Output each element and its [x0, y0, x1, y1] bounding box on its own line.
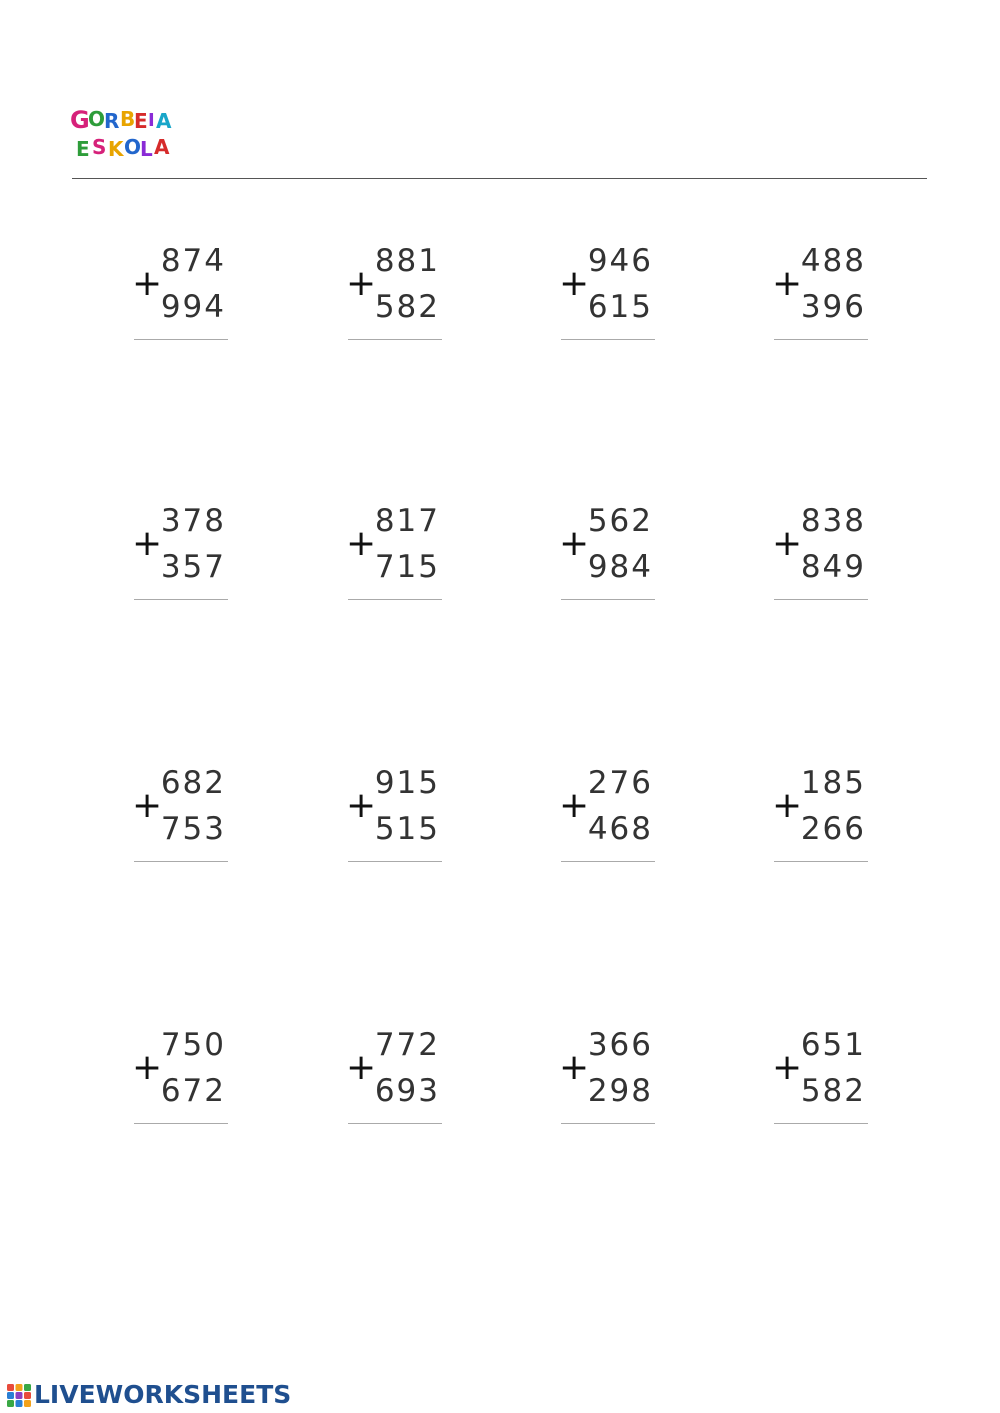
addend-top: 915 — [374, 765, 440, 801]
addend-top: 946 — [587, 243, 653, 279]
answer-line — [774, 599, 868, 600]
answer-line — [774, 1123, 868, 1124]
answer-line — [134, 1123, 228, 1124]
addend-bottom: 849 — [800, 549, 866, 585]
answer-line — [774, 339, 868, 340]
plus-sign: + — [346, 785, 377, 826]
plus-sign: + — [559, 263, 590, 304]
addition-problem — [346, 504, 486, 604]
svg-text:R: R — [104, 109, 120, 133]
plus-sign: + — [132, 523, 163, 564]
svg-text:E: E — [76, 137, 90, 161]
svg-text:I: I — [148, 110, 155, 131]
addition-problem — [346, 766, 486, 866]
addend-top: 185 — [800, 765, 866, 801]
addition-problem — [132, 244, 272, 344]
addend-bottom: 582 — [374, 289, 440, 325]
addend-bottom: 715 — [374, 549, 440, 585]
addition-problem — [772, 504, 912, 604]
addend-top: 276 — [587, 765, 653, 801]
plus-sign: + — [772, 263, 803, 304]
svg-text:O: O — [124, 135, 142, 159]
answer-line — [561, 599, 655, 600]
answer-line — [561, 1123, 655, 1124]
addend-top: 682 — [160, 765, 226, 801]
plus-sign: + — [346, 263, 377, 304]
plus-sign: + — [772, 785, 803, 826]
addend-bottom: 615 — [587, 289, 653, 325]
addend-bottom: 266 — [800, 811, 866, 847]
plus-sign: + — [559, 1047, 590, 1088]
answer-line — [348, 861, 442, 862]
svg-text:G: G — [70, 106, 90, 134]
answer-line — [348, 1123, 442, 1124]
answer-line — [561, 861, 655, 862]
addend-top: 881 — [374, 243, 440, 279]
addend-bottom: 753 — [160, 811, 226, 847]
svg-text:B: B — [120, 107, 136, 131]
svg-text:L: L — [140, 137, 153, 161]
plus-sign: + — [346, 523, 377, 564]
addend-bottom: 515 — [374, 811, 440, 847]
plus-sign: + — [559, 523, 590, 564]
footer-brand-text: LIVEWORKSHEETS — [34, 1380, 292, 1409]
addition-problem — [132, 766, 272, 866]
addend-bottom: 984 — [587, 549, 653, 585]
svg-text:E: E — [134, 109, 148, 133]
plus-sign: + — [132, 1047, 163, 1088]
answer-line — [348, 339, 442, 340]
svg-text:S: S — [92, 135, 107, 159]
plus-sign: + — [559, 785, 590, 826]
addition-problem — [559, 504, 699, 604]
addend-bottom: 468 — [587, 811, 653, 847]
svg-text:K: K — [108, 137, 124, 161]
addition-problem — [772, 766, 912, 866]
answer-line — [134, 339, 228, 340]
addend-top: 838 — [800, 503, 866, 539]
plus-sign: + — [132, 785, 163, 826]
plus-sign: + — [346, 1047, 377, 1088]
addend-bottom: 994 — [160, 289, 226, 325]
plus-sign: + — [132, 263, 163, 304]
answer-line — [348, 599, 442, 600]
addition-problem — [559, 766, 699, 866]
addend-top: 651 — [800, 1027, 866, 1063]
addend-top: 817 — [374, 503, 440, 539]
answer-line — [134, 599, 228, 600]
addition-problem — [559, 1028, 699, 1128]
answer-line — [134, 861, 228, 862]
addend-top: 562 — [587, 503, 653, 539]
plus-sign: + — [772, 1047, 803, 1088]
svg-text:O: O — [88, 107, 106, 131]
addition-problem — [772, 244, 912, 344]
addend-top: 874 — [160, 243, 226, 279]
addend-bottom: 396 — [800, 289, 866, 325]
svg-text:A: A — [154, 135, 170, 159]
answer-line — [774, 861, 868, 862]
addend-top: 366 — [587, 1027, 653, 1063]
addition-problem — [132, 1028, 272, 1128]
addend-top: 750 — [160, 1027, 226, 1063]
liveworksheets-icon — [6, 1382, 32, 1408]
svg-text:A: A — [156, 109, 172, 133]
addition-problem — [346, 244, 486, 344]
plus-sign: + — [772, 523, 803, 564]
addend-bottom: 693 — [374, 1073, 440, 1109]
addend-bottom: 672 — [160, 1073, 226, 1109]
addition-problem — [559, 244, 699, 344]
addend-bottom: 298 — [587, 1073, 653, 1109]
addend-top: 772 — [374, 1027, 440, 1063]
addend-top: 378 — [160, 503, 226, 539]
addend-bottom: 357 — [160, 549, 226, 585]
footer-brand — [6, 1381, 291, 1409]
answer-line — [561, 339, 655, 340]
addition-problem — [346, 1028, 486, 1128]
addend-bottom: 582 — [800, 1073, 866, 1109]
addition-problem — [772, 1028, 912, 1128]
addition-problem — [132, 504, 272, 604]
addend-top: 488 — [800, 243, 866, 279]
